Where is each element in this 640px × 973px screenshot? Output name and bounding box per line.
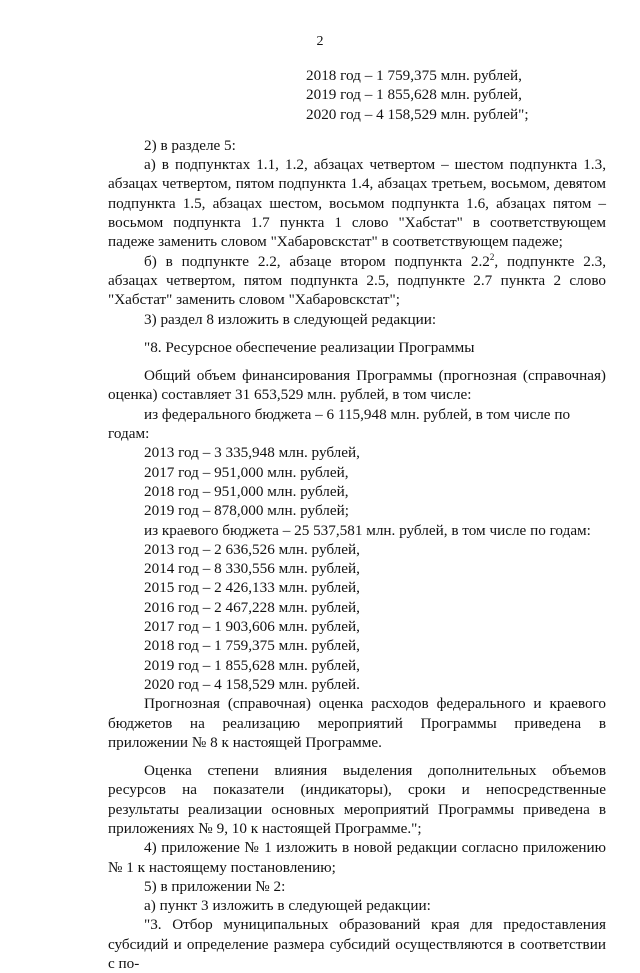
funding-line: 2019 год – 1 855,628 млн. рублей, bbox=[306, 86, 522, 104]
clause-3-heading: 3) раздел 8 изложить в следующей редакции: bbox=[144, 310, 437, 328]
regional-budget-line: из краевого бюджета – 25 537,581 млн. рублей, в том числе по годам: bbox=[144, 521, 591, 539]
document-body bbox=[108, 66, 606, 973]
federal-budget-line: из федерального бюджета – 6 115,948 млн. рублей, в том числе по годам: bbox=[108, 405, 571, 443]
federal-year-line: 2018 год – 951,000 млн. рублей, bbox=[144, 482, 349, 500]
total-funding-paragraph: Общий объем финансирования Программы (прогнозная (справочная) оценка) составляет 31 653,529 млн. рублей, в том числе: bbox=[108, 367, 606, 404]
clause-5-heading: 5) в приложении № 2: bbox=[144, 877, 286, 895]
regional-year-line: 2020 год – 4 158,529 млн. рублей. bbox=[144, 675, 360, 693]
regional-year-line: 2015 год – 2 426,133 млн. рублей, bbox=[144, 579, 360, 597]
regional-year-line: 2014 год – 8 330,556 млн. рублей, bbox=[144, 560, 360, 578]
page-number: 2 bbox=[316, 34, 324, 49]
clause-2b-text-start: б) в подпункте 2.2, абзаце втором подпункта 2.2 bbox=[144, 252, 490, 270]
federal-year-line: 2017 год – 951,000 млн. рублей, bbox=[144, 463, 349, 481]
clause-4-paragraph: 4) приложение № 1 изложить в новой редакции согласно приложению № 1 к настоящему постановлению; bbox=[108, 839, 606, 876]
clause-2b-paragraph bbox=[108, 252, 606, 310]
regional-year-line: 2013 год – 2 636,526 млн. рублей, bbox=[144, 540, 360, 558]
clause-5a-text: "3. Отбор муниципальных образований края для предоставления субсидий и определение размера субсидий осуществляются в соответствии с по- bbox=[108, 916, 606, 973]
clause-2b-text-end: , подпункте 2.3, абзацах четвертом, пятом подпункта 2.5, подпункте 2.7 пункта 2 слово "Хабстат" заменить словом "Хабаровскстат"; bbox=[108, 252, 607, 309]
funding-line: 2020 год – 4 158,529 млн. рублей"; bbox=[306, 105, 529, 123]
impact-paragraph: Оценка степени влияния выделения дополнительных объемов ресурсов на показатели (индикаторы), сроки и непосредственные результаты реализации основных мероприятий Программы приведена в приложениях № 9, 10 к настоящей Программе."; bbox=[108, 762, 606, 837]
clause-5a-heading: а) пункт 3 изложить в следующей редакции: bbox=[144, 897, 431, 915]
regional-year-line: 2019 год – 1 855,628 млн. рублей, bbox=[144, 656, 360, 674]
clause-2a-paragraph: а) в подпунктах 1.1, 1.2, абзацах четвертом – шестом подпункта 1.3, абзацах четвертом, пятом подпункта 1.4, абзацах третьем, восьмом, девятом подпункта 1.5, абзацах шестом, восьмом подпункта 1.6, абзацах пятом – восьмом подпункта 1.7 пункта 1 слово "Хабстат" в соответствующем падеже заменить словом "Хабаровскстат" в соответствующем падеже; bbox=[108, 156, 606, 251]
regional-year-line: 2018 год – 1 759,375 млн. рублей, bbox=[144, 637, 360, 655]
funding-line: 2018 год – 1 759,375 млн. рублей, bbox=[306, 67, 522, 84]
clause-2-heading: 2) в разделе 5: bbox=[144, 136, 236, 154]
federal-year-line: 2013 год – 3 335,948 млн. рублей, bbox=[144, 444, 360, 462]
section-8-title: "8. Ресурсное обеспечение реализации Программы bbox=[144, 338, 475, 356]
regional-year-line: 2017 год – 1 903,606 млн. рублей, bbox=[144, 618, 360, 636]
federal-year-line: 2019 год – 878,000 млн. рублей; bbox=[144, 502, 349, 520]
forecast-paragraph: Прогнозная (справочная) оценка расходов федерального и краевого бюджетов на реализацию мероприятий Программы приведена в приложении № 8 к настоящей Программе. bbox=[108, 695, 606, 751]
superscript: 2 bbox=[489, 251, 495, 262]
regional-year-line: 2016 год – 2 467,228 млн. рублей, bbox=[144, 598, 360, 616]
